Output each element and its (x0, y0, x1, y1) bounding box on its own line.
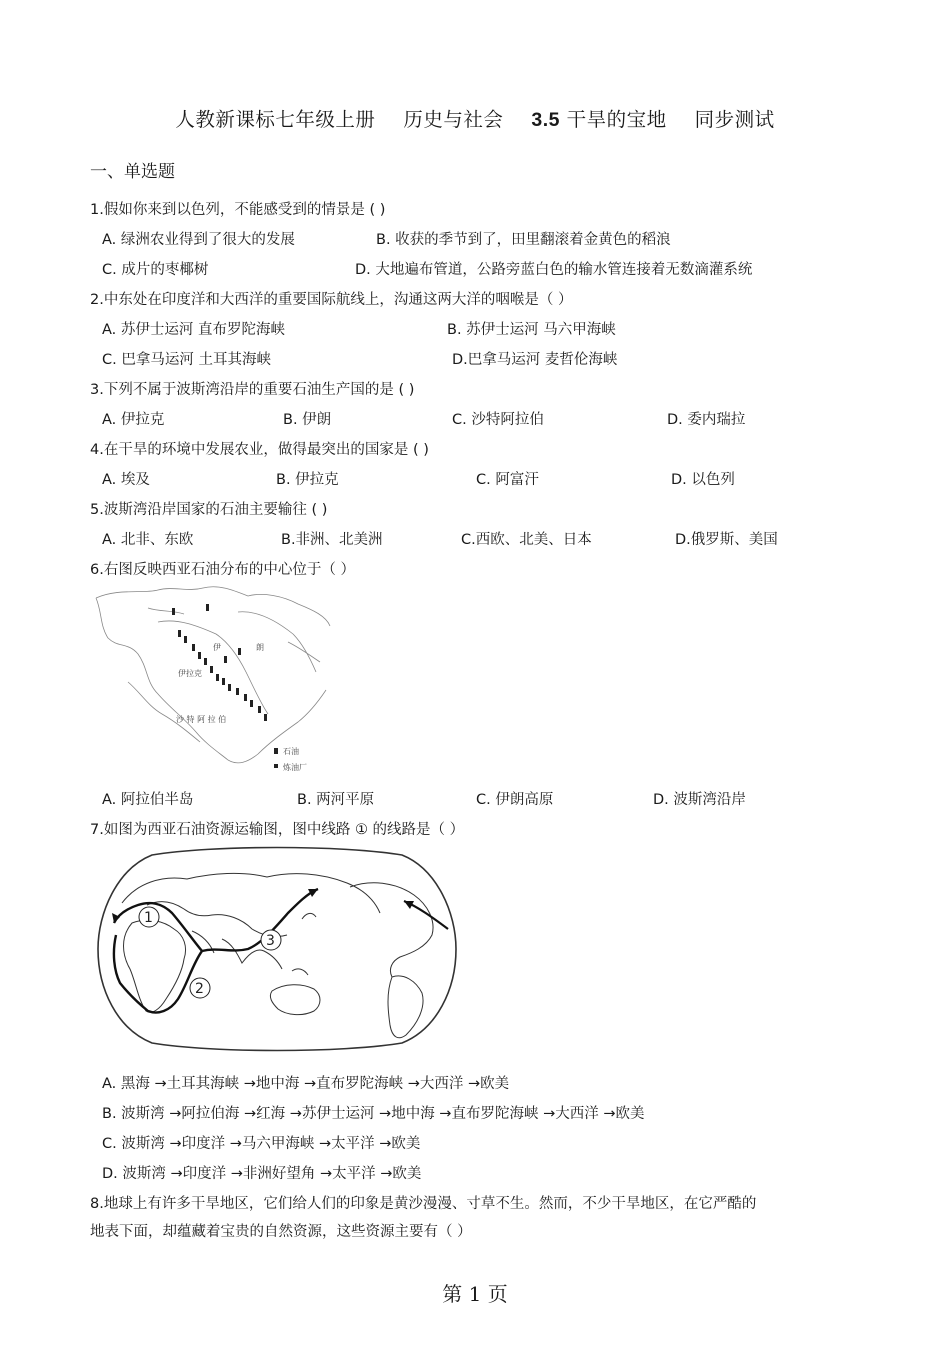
question-3-option-c: C. 沙特阿拉伯 (452, 412, 544, 428)
document-title (0, 104, 950, 132)
question-4-option-b: B. 伊拉克 (276, 472, 339, 488)
question-1-option-d: D. 大地遍布管道，公路旁蓝白色的输水管连接着无数滴灌系统 (355, 262, 753, 278)
question-4-stem: 4.在干旱的环境中发展农业，做得最突出的国家是 ( ) (90, 442, 429, 458)
route-label-3: 3 (266, 933, 275, 949)
question-3-option-d: D. 委内瑞拉 (667, 412, 746, 428)
question-5-stem: 5.波斯湾沿岸国家的石油主要输往 ( ) (90, 502, 328, 518)
route-label-2: 2 (195, 981, 204, 997)
question-3-option-b: B. 伊朗 (283, 412, 332, 428)
question-3-stem: 3.下列不属于波斯湾沿岸的重要石油生产国的是 ( ) (90, 382, 415, 398)
refinery-legend-icon (274, 764, 278, 768)
question-7-option-c: C. 波斯湾 →印度洋 →马六甲海峡 →太平洋 →欧美 (102, 1136, 421, 1152)
question-7-option-a: A. 黑海 →土耳其海峡 →地中海 →直布罗陀海峡 →大西洋 →欧美 (102, 1076, 510, 1092)
question-2-option-b: B. 苏伊士运河 马六甲海峡 (447, 322, 616, 338)
question-6-option-b: B. 两河平原 (297, 792, 375, 808)
question-1-option-b: B. 收获的季节到了，田里翻滚着金黄色的稻浪 (376, 232, 671, 248)
question-4-option-c: C. 阿富汗 (476, 472, 539, 488)
question-1-option-a: A. 绿洲农业得到了很大的发展 (102, 232, 295, 248)
map1-label-saudi: 沙 特 阿 拉 伯 (176, 715, 227, 724)
map1-label-lang: 朗 (256, 643, 264, 652)
question-1-option-c: C. 成片的枣椰树 (102, 262, 209, 278)
map1-label-yi: 伊 (213, 643, 221, 652)
west-asia-oil-map (88, 582, 338, 777)
question-7-option-b: B. 波斯湾 →阿拉伯海 →红海 →苏伊士运河 →地中海 →直布罗陀海峡 →大西洋 →欧美 (102, 1106, 645, 1122)
title-lesson-number: 3.5 (531, 109, 560, 131)
map1-legend-refinery: 炼油厂 (283, 763, 307, 772)
question-8-stem-line-1: 8.地球上有许多干旱地区，它们给人们的印象是黄沙漫漫、寸草不生。然而，不少干旱地区，在它严酷的 (90, 1196, 757, 1212)
question-5-option-a: A. 北非、东欧 (102, 532, 194, 548)
question-5-option-b: B.非洲、北美洲 (281, 532, 383, 548)
page-number: 第 1 页 (442, 1282, 508, 1306)
question-6-stem: 6.右图反映西亚石油分布的中心位于（ ） (90, 562, 355, 578)
question-7-option-d: D. 波斯湾 →印度洋 →非洲好望角 →太平洋 →欧美 (102, 1166, 422, 1182)
section-heading: 一、单选题 (90, 162, 175, 182)
question-2-option-a: A. 苏伊士运河 直布罗陀海峡 (102, 322, 285, 338)
map1-label-iraq: 伊拉克 (178, 669, 202, 678)
question-2-option-d: D.巴拿马运河 麦哲伦海峡 (452, 352, 618, 368)
question-5-option-d: D.俄罗斯、美国 (675, 532, 778, 548)
question-6-option-c: C. 伊朗高原 (476, 792, 554, 808)
map1-legend-oil: 石油 (283, 747, 299, 756)
question-2-option-c: C. 巴拿马运河 土耳其海峡 (102, 352, 271, 368)
title-part-1: 人教新课标七年级上册 (175, 108, 376, 131)
question-6-option-d: D. 波斯湾沿岸 (653, 792, 746, 808)
question-3-option-a: A. 伊拉克 (102, 412, 165, 428)
route-label-1: 1 (144, 910, 153, 926)
question-4-option-d: D. 以色列 (671, 472, 735, 488)
question-2-stem: 2.中东处在印度洋和大西洋的重要国际航线上，沟通这两大洋的咽喉是（ ） (90, 292, 573, 308)
question-6-option-a: A. 阿拉伯半岛 (102, 792, 194, 808)
question-7-stem: 7.如图为西亚石油资源运输图，图中线路 ① 的线路是（ ） (90, 822, 465, 838)
oil-transport-world-map (92, 843, 460, 1055)
question-4-option-a: A. 埃及 (102, 472, 150, 488)
question-5-option-c: C.西欧、北美、日本 (461, 532, 592, 548)
question-1-stem: 1.假如你来到以色列，不能感受到的情景是 ( ) (90, 202, 386, 218)
title-part-2: 历史与社会 (403, 108, 504, 131)
title-part-5: 同步测试 (694, 108, 775, 131)
question-8-stem-line-2: 地表下面，却蕴藏着宝贵的自然资源，这些资源主要有（ ） (90, 1224, 472, 1240)
title-part-4: 干旱的宝地 (566, 108, 667, 131)
